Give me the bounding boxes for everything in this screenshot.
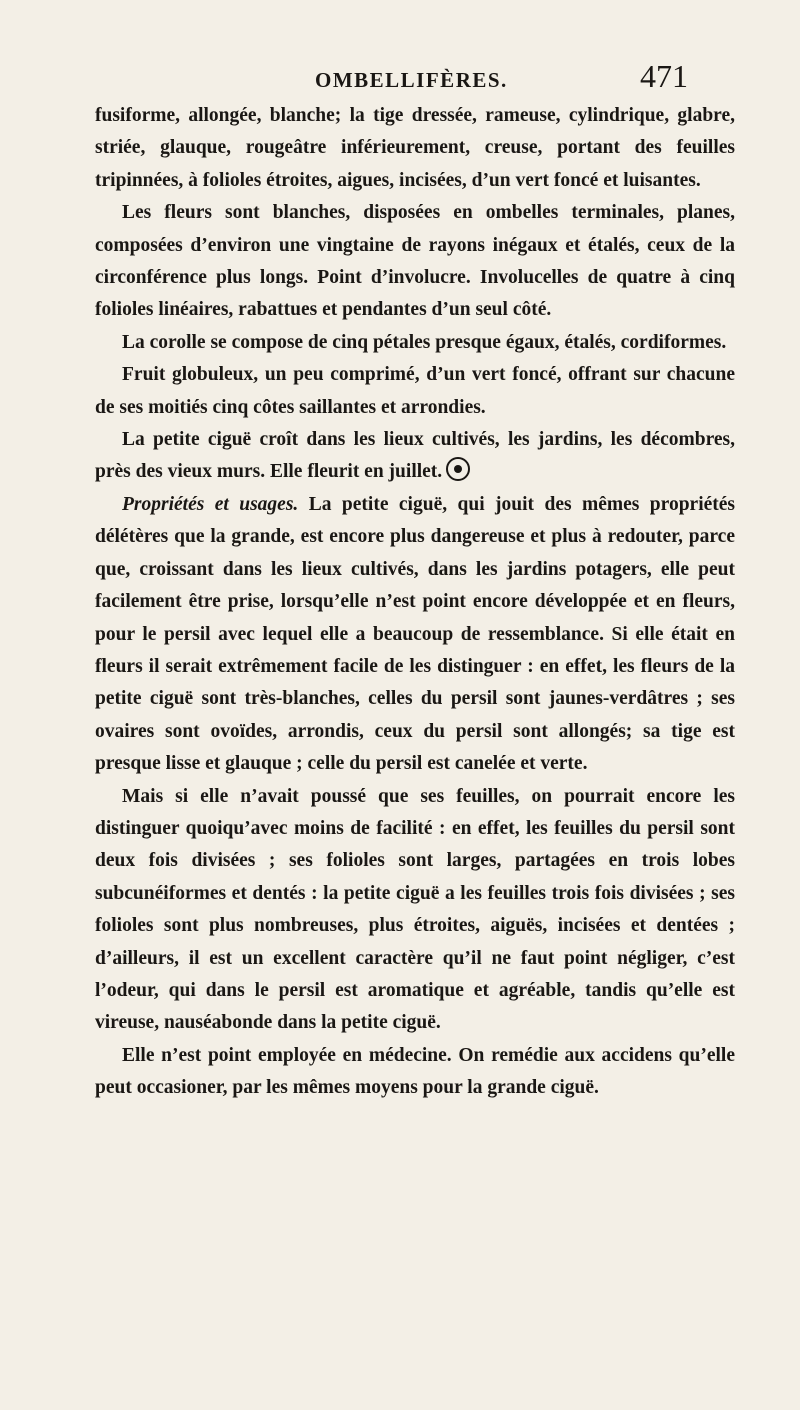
habitat-text: La petite ciguë croît dans les lieux cultivés, les jardins, les décombres, près des vieux murs. Elle fleurit en juillet.	[95, 429, 735, 483]
paragraph-properties	[95, 489, 735, 781]
paragraph-habitat	[95, 424, 735, 489]
paragraph-medicine: Elle n’est point employée en médecine. On remédie aux accidens qu’elle peut occasioner, par les mêmes moyens pour la grande ciguë.	[95, 1044, 735, 1099]
paragraph-corolla: La corolle se compose de cinq pétales presque égaux, étalés, cordiformes.	[122, 331, 727, 353]
body-text	[95, 100, 735, 1105]
paragraph-root-description: fusiforme, allongée, blanche; la tige dressée, rameuse, cylindrique, glabre, striée, glauque, rougeâtre inférieurement, creuse, portant des feuilles tripinnées, à folioles étroites, aigues, incisées, d’un vert foncé et luisantes.	[95, 105, 735, 191]
properties-text: La petite ciguë, qui jouit des mêmes propriétés délétères que la grande, est encore plus dangereuse et plus à redouter, parce que, croissant dans les lieux cultivés, dans les jardins potagers, elle peut facilement être prise, lorsqu’elle n’est point encore développée et en fleurs, pour le persil avec lequel elle a beaucoup de ressemblance. Si elle était en fleurs il serait extrêmement facile de les distinguer : en effet, les fleurs de la petite ciguë sont très-blanches, celles du persil sont jaunes-verdâtres ; ses ovaires sont ovoïdes, arrondis, ceux du persil sont allongés; sa tige est presque lisse et glauque ; celle du persil est canelée et verte.	[95, 493, 736, 775]
running-title: OMBELLIFÈRES.	[315, 68, 508, 92]
properties-heading: Propriétés et usages.	[122, 493, 299, 515]
paragraph-leaves: Mais si elle n’avait poussé que ses feuilles, on pourrait encore les distinguer quoiqu’avec moins de facilité : en effet, les feuilles du persil sont deux fois divisées ; ses folioles sont larges, partagées en trois lobes subcunéiformes et dentés : la petite ciguë a les feuilles trois fois divisées ; ses folioles sont plus nombreuses, plus étroites, aiguës, incisées et dentées ; d’ailleurs, il est un excellent caractère qu’il ne faut point négliger, c’est l’odeur, qui dans le persil est aromatique et agréable, tandis qu’elle est vireuse, nauséabonde dans la petite ciguë.	[95, 785, 735, 1034]
running-head	[0, 58, 800, 102]
circle-dot-icon	[446, 457, 470, 481]
paragraph-flowers: Les fleurs sont blanches, disposées en ombelles terminales, planes, composées d’environ une vingtaine de rayons inégaux et étalés, ceux de la circonférence plus longs. Point d’involucre. Involucelles de quatre à cinq folioles linéaires, rabattues et pendantes d’un seul côté.	[95, 202, 735, 321]
page-number: 471	[640, 58, 688, 94]
paragraph-fruit: Fruit globuleux, un peu comprimé, d’un vert foncé, offrant sur chacune de ses moitiés cinq côtes saillantes et arrondies.	[95, 364, 735, 418]
